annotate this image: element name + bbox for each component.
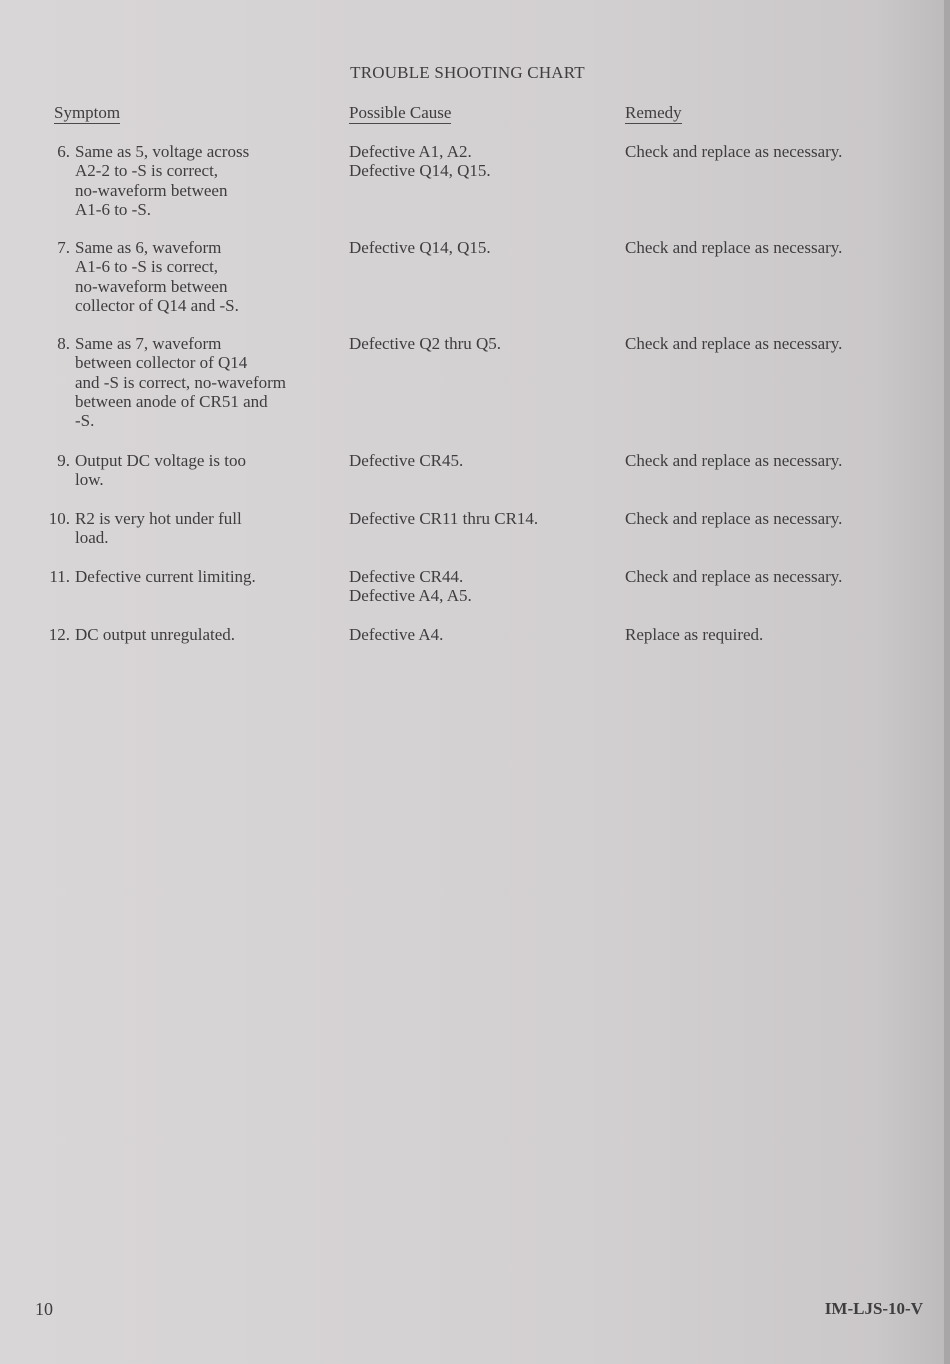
symptom-text: Same as 5, voltage across A2-2 to -S is correct, no-waveform between A1-6 to -S. [75,142,250,219]
remedy-text: Replace as required. [625,625,764,644]
remedy-text: Check and replace as necessary. [625,567,843,586]
symptom-text: Same as 7, waveform between collector of Q14 and -S is correct, no-waveform between anode of CR51 and -S. [75,334,287,431]
page-number: 10 [35,1299,53,1319]
cause-text: Defective CR45. [349,451,464,470]
row-number: 7. [57,238,70,257]
row-number: 9. [57,451,70,470]
symptom-header-label: Symptom [54,103,121,122]
remedy-text: Check and replace as necessary. [625,509,843,528]
symptom-text: Same as 6, waveform A1-6 to -S is correct, no-waveform between collector of Q14 and -S. [75,238,239,315]
row-number: 12. [48,625,70,644]
cause-text: Defective Q14, Q15. [349,238,491,257]
document-code: IM-LJS-10-V [824,1299,923,1318]
cause-text: Defective CR11 thru CR14. [349,509,539,528]
page-edge-shadow [944,0,950,1364]
column-header-symptom [54,103,120,123]
symptom-text: Defective current limiting. [75,567,256,586]
remedy-text: Check and replace as necessary. [625,451,843,470]
remedy-text: Check and replace as necessary. [625,238,843,257]
symptom-text: R2 is very hot under full load. [75,509,242,548]
cause-text: Defective A1, A2. Defective Q14, Q15. [349,142,491,181]
symptom-text: Output DC voltage is too low. [75,451,246,490]
cause-text: Defective Q2 thru Q5. [349,334,502,353]
remedy-header-label: Remedy [625,103,682,122]
remedy-text: Check and replace as necessary. [625,142,843,161]
row-number: 10. [48,509,70,528]
cause-header-label: Possible Cause [349,103,452,122]
row-number: 11. [49,567,70,586]
cause-text: Defective CR44. Defective A4, A5. [349,567,472,606]
column-header-cause [349,103,451,123]
remedy-text: Check and replace as necessary. [625,334,843,353]
row-number: 6. [57,142,70,161]
column-header-remedy [625,103,682,123]
row-number: 8. [57,334,70,353]
symptom-text: DC output unregulated. [75,625,236,644]
cause-text: Defective A4. [349,625,444,644]
chart-title: TROUBLE SHOOTING CHART [350,63,585,82]
